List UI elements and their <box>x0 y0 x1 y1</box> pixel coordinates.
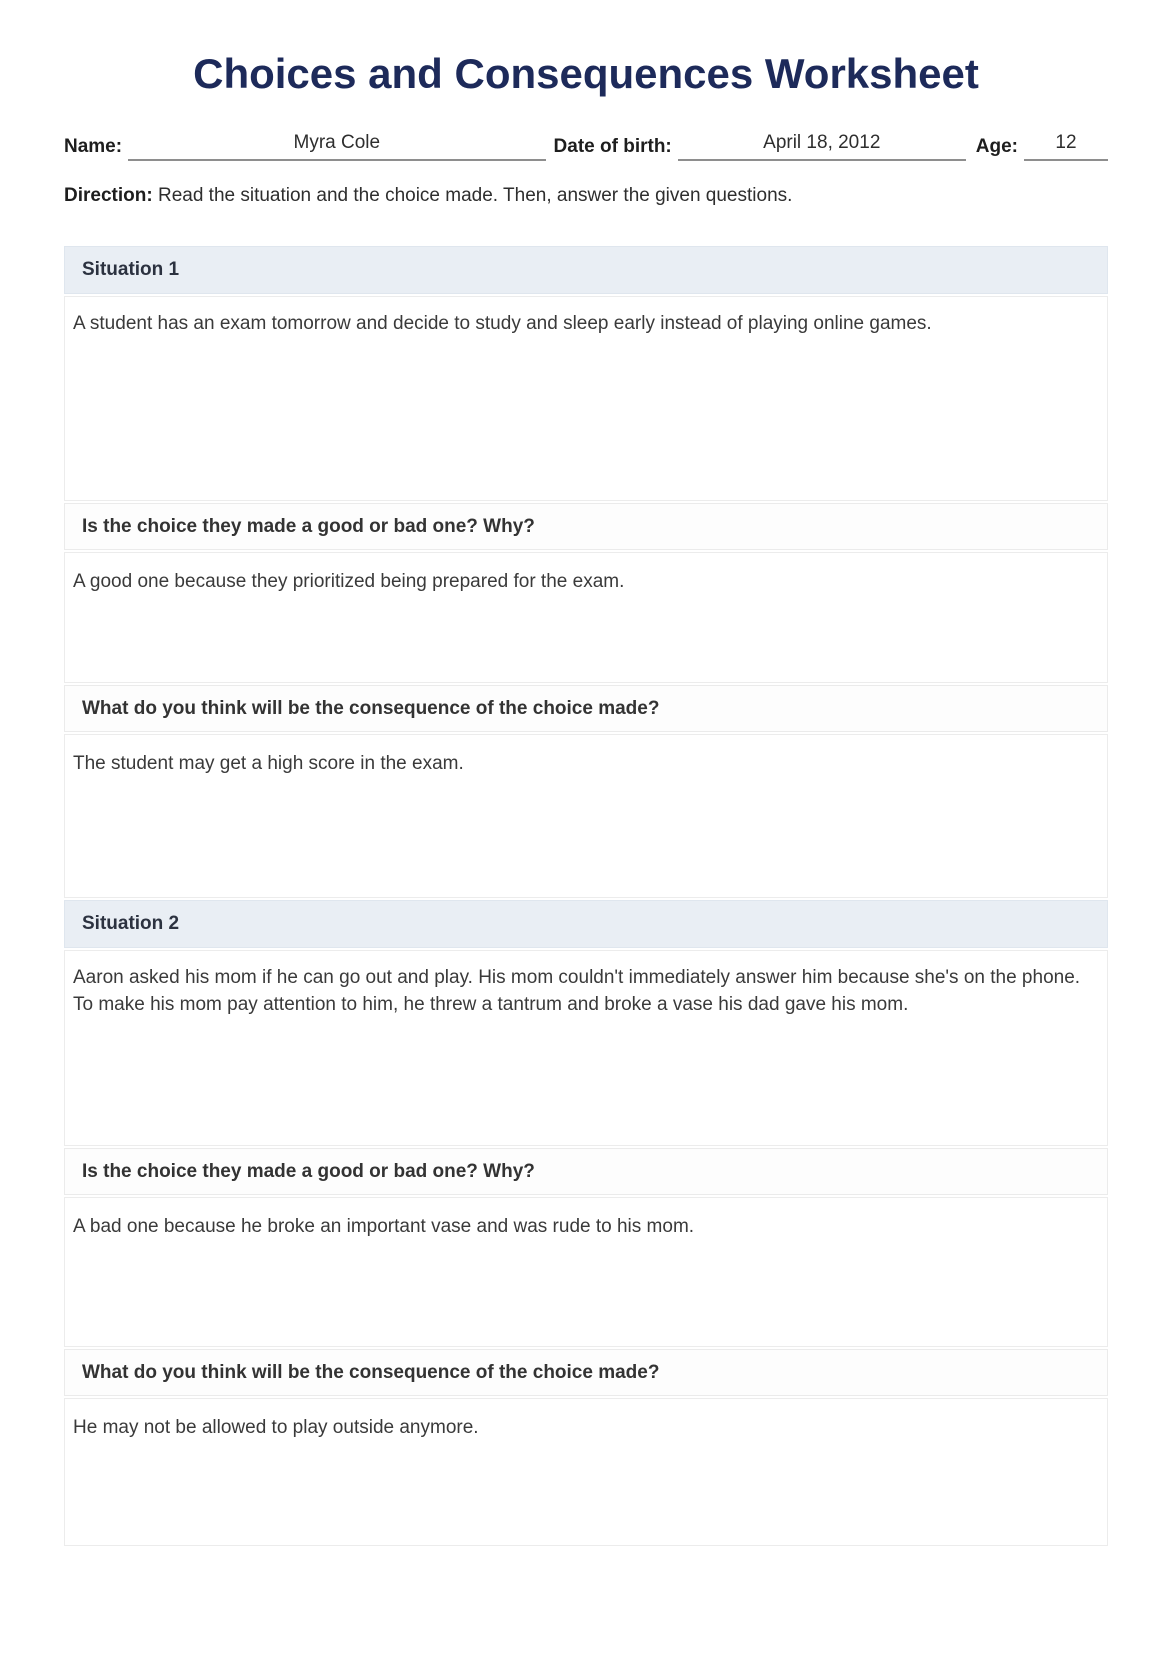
situation-2-header <box>64 900 1108 948</box>
dob-label: Date of birth: <box>553 136 672 158</box>
worksheet-body <box>64 246 1108 1546</box>
situation-2-question-2 <box>64 1349 1108 1396</box>
situation-1-question-1-label: Is the choice they made a good or bad one? Why? <box>82 515 535 537</box>
direction-text: Read the situation and the choice made. Then, answer the given questions. <box>152 185 793 207</box>
name-field[interactable]: Myra Cole <box>128 132 545 161</box>
name-label: Name: <box>64 136 123 158</box>
situation-2-answer-2[interactable]: He may not be allowed to play outside anymore. <box>64 1398 1108 1546</box>
situation-2-answer-1[interactable]: A bad one because he broke an important vase and was rude to his mom. <box>64 1197 1108 1347</box>
age-field[interactable]: 12 <box>1024 132 1108 161</box>
situation-2-question-1 <box>64 1148 1108 1195</box>
situation-1-header-label: Situation 1 <box>82 259 180 281</box>
page-title: Choices and Consequences Worksheet <box>193 50 979 97</box>
situation-1-description: A student has an exam tomorrow and decide to study and sleep early instead of playing online games. <box>64 296 1108 501</box>
situation-2-question-2-label: What do you think will be the consequence of the choice made? <box>82 1361 660 1383</box>
situation-1-question-2-label: What do you think will be the consequence of the choice made? <box>82 697 660 719</box>
direction-row <box>64 185 1108 207</box>
situation-1-header <box>64 246 1108 294</box>
direction-label: Direction: <box>64 185 153 207</box>
meta-row <box>64 132 1108 161</box>
situation-2-question-1-label: Is the choice they made a good or bad one? Why? <box>82 1160 535 1182</box>
worksheet-page <box>0 50 1176 1546</box>
situation-1-answer-2[interactable]: The student may get a high score in the exam. <box>64 734 1108 898</box>
situation-2-header-label: Situation 2 <box>82 913 180 935</box>
situation-1-answer-1[interactable]: A good one because they prioritized being prepared for the exam. <box>64 552 1108 683</box>
age-label: Age: <box>975 136 1018 158</box>
situation-2-description: Aaron asked his mom if he can go out and play. His mom couldn't immediately answer him because she's on the phone. To make his mom pay attention to him, he threw a tantrum and broke a vase his dad gave his mom. <box>64 950 1108 1146</box>
situation-1-question-2 <box>64 685 1108 732</box>
situation-1-question-1 <box>64 503 1108 550</box>
dob-field[interactable]: April 18, 2012 <box>678 132 966 161</box>
